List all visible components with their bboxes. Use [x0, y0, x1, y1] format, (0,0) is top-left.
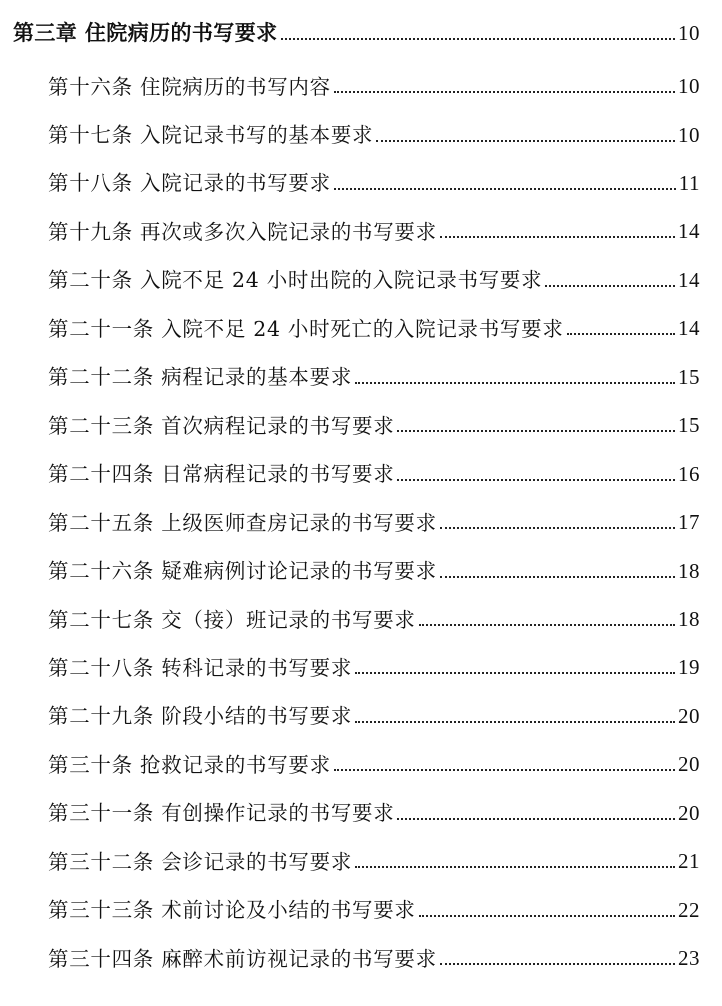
toc-entry-page-number: 11	[678, 170, 700, 195]
toc-entry-title: 第二十五条 上级医师查房记录的书写要求	[48, 510, 437, 535]
toc-entry-title: 第十八条 入院记录的书写要求	[48, 171, 331, 196]
toc-entry-page-number: 20	[678, 752, 700, 777]
toc-entry	[0, 305, 722, 339]
toc-entry	[0, 548, 722, 582]
toc-entry	[0, 838, 722, 872]
dot-leader	[397, 818, 675, 820]
toc-entry-title: 第三十二条 会诊记录的书写要求	[48, 849, 353, 874]
dot-leader	[397, 430, 675, 432]
dot-leader	[281, 38, 675, 40]
toc-entry	[0, 741, 722, 775]
dot-leader	[419, 915, 675, 917]
toc-entry-title: 第三十条 抢救记录的书写要求	[48, 752, 331, 777]
toc-entry	[0, 499, 722, 533]
dot-leader	[334, 91, 675, 93]
toc-entry-page-number: 16	[678, 461, 700, 486]
dot-leader	[397, 479, 675, 481]
dot-leader	[355, 672, 675, 674]
toc-entry-title: 第二十六条 疑难病例讨论记录的书写要求	[48, 559, 437, 583]
dot-leader	[440, 576, 675, 578]
toc-entry	[0, 402, 722, 436]
toc-entry-title: 第二十二条 病程记录的基本要求	[48, 365, 353, 390]
toc-entry-page-number: 20	[678, 800, 700, 825]
toc-entry-page-number: 14	[678, 316, 700, 341]
toc-entry-title: 第二十三条 首次病程记录的书写要求	[48, 413, 395, 438]
dot-leader	[440, 963, 675, 965]
chapter-title: 第三章 住院病历的书写要求	[13, 21, 278, 45]
dot-leader	[355, 721, 675, 723]
toc-entry	[0, 887, 722, 921]
toc-entry-page-number: 21	[678, 849, 700, 874]
toc-entry-title: 第十九条 再次或多次入院记录的书写要求	[48, 219, 437, 244]
dot-leader	[355, 866, 675, 868]
toc-entry-page-number: 22	[678, 897, 700, 922]
dot-leader	[419, 624, 675, 626]
chapter-page-number: 10	[678, 21, 700, 45]
dot-leader	[355, 382, 675, 384]
toc-entry-page-number: 18	[678, 558, 700, 583]
toc-entry-title: 第二十七条 交（接）班记录的书写要求	[48, 607, 416, 632]
toc-entry	[0, 63, 722, 97]
toc-entry-title: 第二十一条 入院不足 24 小时死亡的入院记录书写要求	[48, 316, 564, 341]
toc-entry-page-number: 19	[678, 655, 700, 680]
dot-leader	[567, 333, 675, 335]
toc-entry-page-number: 10	[678, 74, 700, 98]
toc-entry-title: 第三十一条 有创操作记录的书写要求	[48, 801, 395, 826]
toc-entry-page-number: 10	[678, 122, 700, 147]
dot-leader	[440, 527, 675, 529]
toc-entry-title: 第二十九条 阶段小结的书写要求	[48, 704, 353, 729]
toc-entry-title: 第二十条 入院不足 24 小时出院的入院记录书写要求	[48, 268, 543, 293]
toc-entry-page-number: 23	[678, 946, 700, 971]
toc-entry	[0, 596, 722, 630]
toc-entry-title: 第三十四条 麻醉术前访视记录的书写要求	[48, 946, 437, 971]
toc-entry-page-number: 15	[678, 364, 700, 389]
dot-leader	[376, 140, 675, 142]
toc-entry	[0, 790, 722, 824]
toc-entry-page-number: 18	[678, 607, 700, 631]
toc-entry	[0, 112, 722, 146]
toc-entry	[0, 160, 722, 194]
toc-entry-title: 第三十三条 术前讨论及小结的书写要求	[48, 898, 416, 923]
toc-entry	[0, 257, 722, 291]
toc-entry-title: 第十七条 入院记录书写的基本要求	[48, 123, 374, 147]
toc-entry	[0, 208, 722, 242]
dot-leader	[440, 236, 675, 238]
toc-entry	[0, 451, 722, 485]
dot-leader	[545, 285, 675, 287]
toc-entry-page-number: 15	[678, 413, 700, 438]
toc-entry-page-number: 14	[678, 267, 700, 292]
toc-entry	[0, 644, 722, 678]
toc-entry	[0, 354, 722, 388]
toc-entry-page-number: 14	[678, 219, 700, 244]
toc-entry-title: 第二十八条 转科记录的书写要求	[48, 655, 353, 680]
toc-chapter-row	[0, 12, 722, 44]
toc-entry	[0, 693, 722, 727]
toc-entry-title: 第十六条 住院病历的书写内容	[48, 74, 331, 99]
toc-entry	[0, 935, 722, 969]
dot-leader	[334, 188, 676, 190]
toc-entry-title: 第二十四条 日常病程记录的书写要求	[48, 462, 395, 487]
toc-entry-page-number: 20	[678, 703, 700, 728]
toc-entry-page-number: 17	[678, 510, 700, 535]
dot-leader	[334, 769, 675, 771]
